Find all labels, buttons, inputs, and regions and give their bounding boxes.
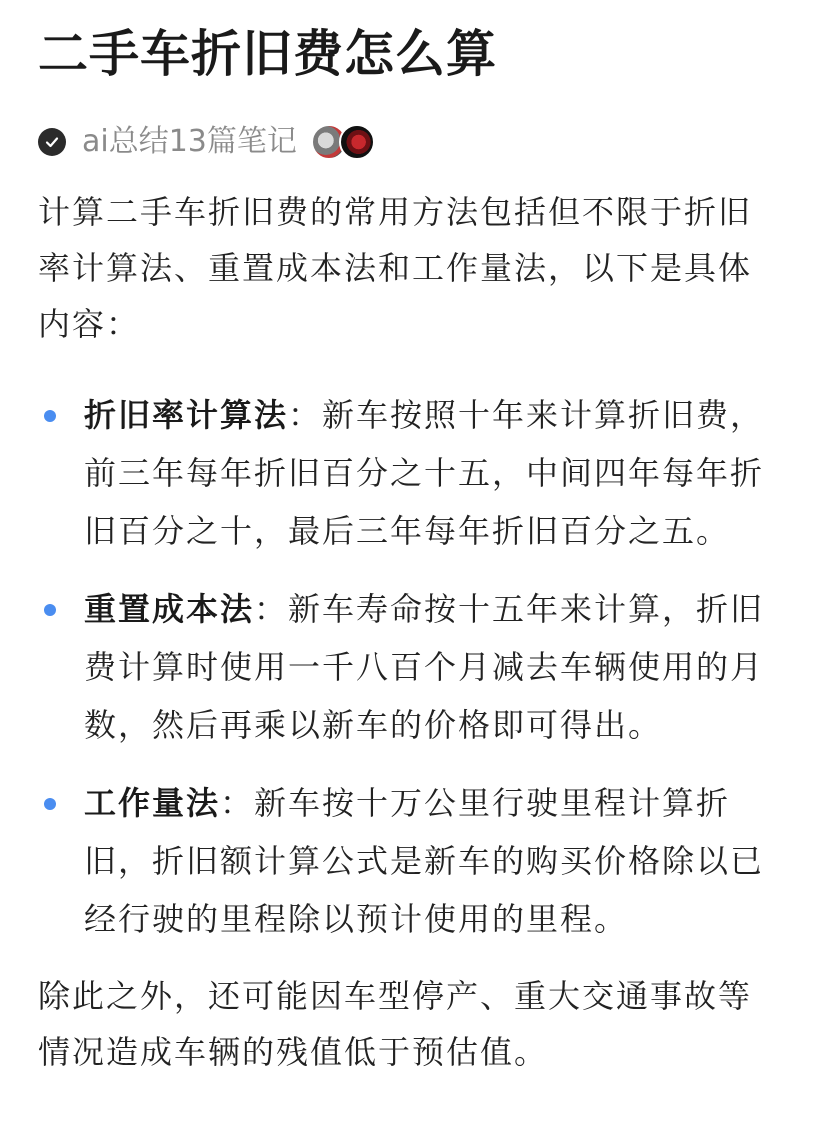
- list-item: [38, 386, 782, 560]
- method-term: 工作量法: [84, 784, 221, 822]
- bullet-dot-icon: [44, 410, 56, 422]
- method-list: [38, 386, 782, 948]
- outro-paragraph: 除此之外，还可能因车型停产、重大交通事故等情况造成车辆的残值低于预估值。: [38, 977, 753, 1071]
- summary-source-label: ai总结13篇笔记: [82, 124, 297, 159]
- note-avatars[interactable]: [311, 124, 375, 160]
- method-term: 折旧率计算法: [84, 396, 289, 434]
- method-description: ：新车按照十年来计算折旧费，前三年每年折旧百分之十五，中间四年每年折旧百分之十，最后三年每年折旧百分之五。: [84, 396, 765, 550]
- check-circle-icon: [38, 128, 66, 156]
- intro-paragraph: 计算二手车折旧费的常用方法包括但不限于折旧率计算法、重置成本法和工作量法，以下是具体内容：: [38, 193, 753, 343]
- list-item: [38, 580, 782, 754]
- method-term: 重置成本法: [84, 590, 255, 628]
- method-description: ：新车寿命按十五年来计算，折旧费计算时使用一千八百个月减去车辆使用的月数，然后再乘以新车的价格即可得出。: [84, 590, 765, 744]
- bullet-dot-icon: [44, 798, 56, 810]
- article-title: 二手车折旧费怎么算: [38, 25, 497, 83]
- summary-meta[interactable]: [38, 122, 782, 162]
- avatar[interactable]: [339, 124, 375, 160]
- bullet-dot-icon: [44, 604, 56, 616]
- list-item: [38, 774, 782, 948]
- method-description: ：新车按十万公里行驶里程计算折旧，折旧额计算公式是新车的购买价格除以已经行驶的里程除以预计使用的里程。: [84, 784, 765, 938]
